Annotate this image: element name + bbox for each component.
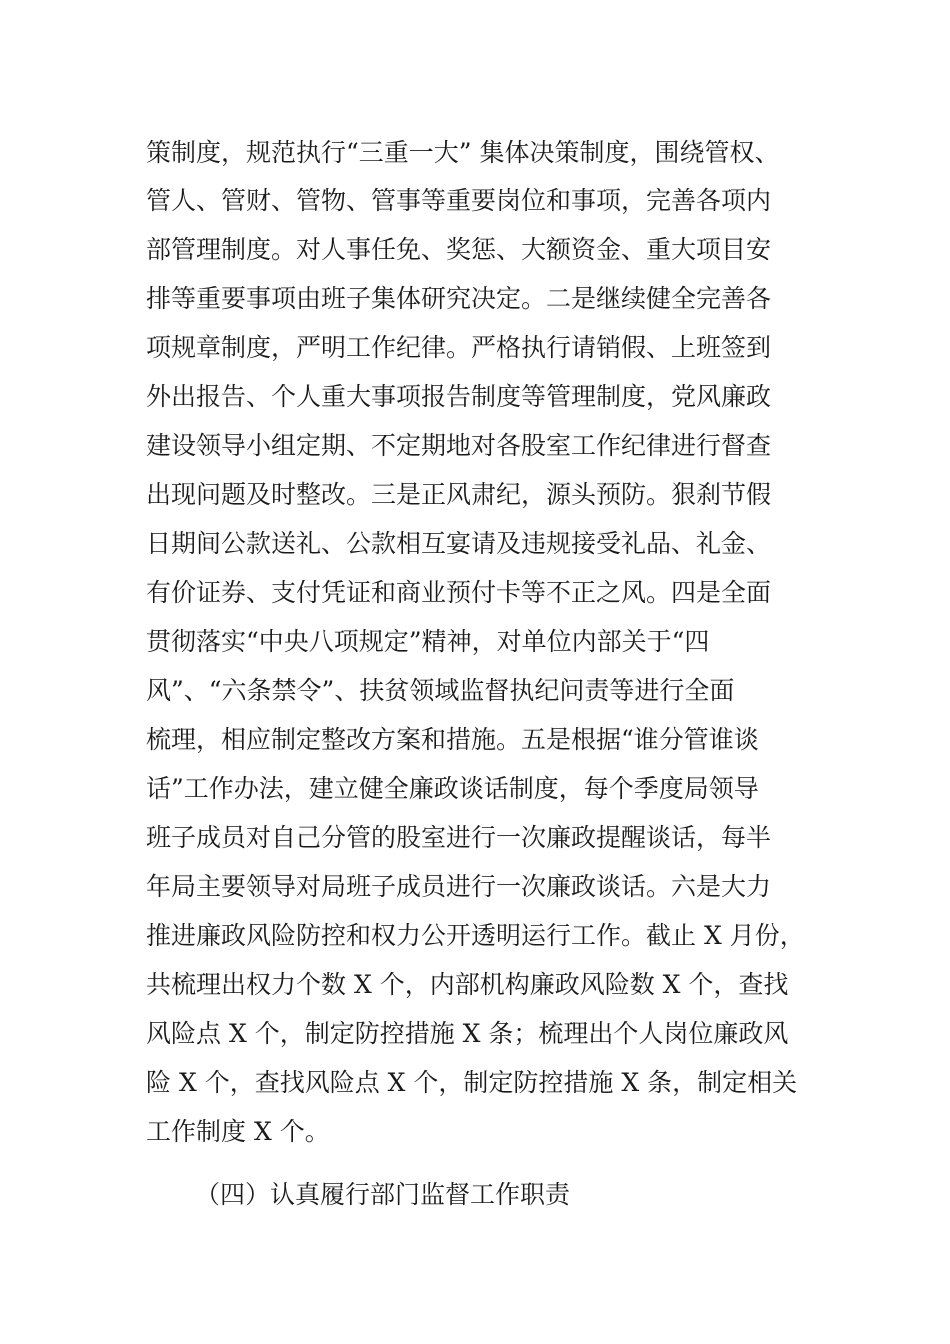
paragraph-line: 梳理，相应制定整改方案和措施。五是根据“谁分管谁谈 bbox=[146, 725, 759, 754]
paragraph-line: 话”工作办法，建立健全廉政谈话制度，每个季度局领导 bbox=[146, 774, 759, 803]
paragraph-line: 推进廉政风险防控和权力公开透明运行工作。截止 X 月份， bbox=[146, 921, 805, 950]
paragraph-line: 排等重要事项由班子集体研究决定。二是继续健全完善各 bbox=[146, 284, 772, 313]
paragraph-line: 年局主要领导对局班子成员进行一次廉政谈话。六是大力 bbox=[146, 872, 772, 901]
paragraph-line: 日期间公款送礼、公款相互宴请及违规接受礼品、礼金、 bbox=[146, 529, 772, 558]
paragraph-line: 出现问题及时整改。三是正风肃纪，源头预防。狠刹节假 bbox=[146, 480, 772, 509]
section-heading: （四）认真履行部门监督工作职责 bbox=[195, 1180, 571, 1209]
paragraph-line: 共梳理出权力个数 X 个，内部机构廉政风险数 X 个，查找 bbox=[146, 970, 789, 999]
paragraph-line: 外出报告、个人重大事项报告制度等管理制度，党风廉政 bbox=[146, 382, 772, 411]
paragraph-line: 管人、管财、管物、管事等重要岗位和事项，完善各项内 bbox=[146, 186, 772, 215]
paragraph-line: 风”、“六条禁令”、扶贫领域监督执纪问责等进行全面 bbox=[146, 676, 735, 705]
paragraph-line: 险 X 个，查找风险点 X 个，制定防控措施 X 条，制定相关 bbox=[146, 1068, 798, 1097]
paragraph-line: 工作制度 X 个。 bbox=[146, 1117, 330, 1146]
paragraph-line: 贯彻落实“中央八项规定”精神，对单位内部关于“四 bbox=[146, 627, 710, 656]
paragraph-line: 建设领导小组定期、不定期地对各股室工作纪律进行督查 bbox=[146, 431, 772, 460]
paragraph-line: 班子成员对自己分管的股室进行一次廉政提醒谈话，每半 bbox=[146, 823, 772, 852]
paragraph-line: 部管理制度。对人事任免、奖惩、大额资金、重大项目安 bbox=[146, 235, 772, 264]
paragraph-line: 项规章制度，严明工作纪律。严格执行请销假、上班签到 bbox=[146, 333, 772, 362]
paragraph-line: 有价证券、支付凭证和商业预付卡等不正之风。四是全面 bbox=[146, 578, 772, 607]
paragraph-line: 风险点 X 个，制定防控措施 X 条；梳理出个人岗位廉政风 bbox=[146, 1019, 789, 1048]
paragraph-line: 策制度，规范执行“三重一大” 集体决策制度，围绕管权、 bbox=[146, 138, 780, 167]
